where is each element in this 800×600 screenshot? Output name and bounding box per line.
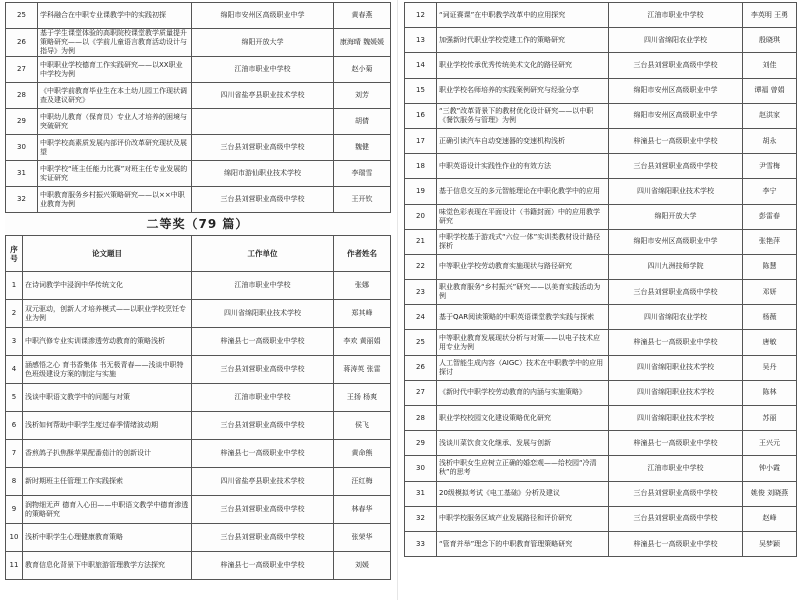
cell-unit: 梓潼县七一高级职业中学校 xyxy=(609,531,743,556)
cell-title: 涵感悟之心 育书香集体 书无极青春——浅谈中职特色班级建设方案的制定与实施 xyxy=(23,356,192,384)
cell-num: 31 xyxy=(405,481,437,506)
cell-title: 浅析中职女生应树立正确的婚恋观——给校园“冷清秋”的思考 xyxy=(437,456,609,481)
page-divider xyxy=(397,0,398,600)
header-num: 序号 xyxy=(6,236,23,272)
cell-num: 26 xyxy=(6,29,38,57)
cell-title: 中职学校“班主任能力比赛”对班主任专业发展的实证研究 xyxy=(38,161,192,187)
cell-unit: 绵阳市安州区高级职业中学 xyxy=(609,103,743,128)
cell-unit: 江油市职业中学校 xyxy=(609,3,743,28)
cell-author: 李宁 xyxy=(743,179,797,204)
cell-title: 浅谈川菜饮食文化继承、发展与创新 xyxy=(437,431,609,456)
cell-unit: 绵阳市安州区高级职业中学 xyxy=(609,78,743,103)
table-row xyxy=(6,83,391,109)
table-row xyxy=(405,456,797,481)
cell-title: 人工智能生成内容（AIGC）技术在中职教学中的应用探讨 xyxy=(437,355,609,380)
cell-title: 正确引读汽车自动变速器的变速机构浅析 xyxy=(437,128,609,153)
cell-title: 基于学生课堂体验的高职院校课堂教学质量提升策略研究——以《学前儿童语言教育活动设计与指导》为例 xyxy=(38,29,192,57)
cell-title: 基于QAR阅读策略的中职英语课堂教学实践与探索 xyxy=(437,305,609,330)
table-row xyxy=(405,204,797,229)
cell-author: 赵洪家 xyxy=(743,103,797,128)
cell-title: 基于信息交互的多元智能理论在中职化教学中的应用 xyxy=(437,179,609,204)
cell-num: 5 xyxy=(6,384,23,412)
cell-title: 中职学校基于游戏式“六位一体”实训类教材设计路径探析 xyxy=(437,229,609,254)
table-row xyxy=(6,328,391,356)
table-row xyxy=(405,3,797,28)
cell-author: 蒋涛英 张雷 xyxy=(334,356,391,384)
cell-author: 郑其峰 xyxy=(334,300,391,328)
second-prize-rows-left xyxy=(6,272,391,580)
cell-num: 10 xyxy=(6,524,23,552)
cell-unit: 三台县刘营职业高级中学校 xyxy=(609,481,743,506)
cell-author: 胡永 xyxy=(743,128,797,153)
cell-author: 吴丹 xyxy=(743,355,797,380)
cell-title: 职业学校名师培养的实践案例研究与经验分享 xyxy=(437,78,609,103)
cell-title: 双元驱动，创新人才培养模式——以职业学校烹饪专业为例 xyxy=(23,300,192,328)
table-row xyxy=(6,135,391,161)
cell-title: “管育并举”理念下的中职教育管理策略研究 xyxy=(437,531,609,556)
table-row xyxy=(405,229,797,254)
cell-unit: 梓潼县七一高级职业中学校 xyxy=(192,552,334,580)
cell-unit: 绵阳开放大学 xyxy=(192,29,334,57)
cell-num: 19 xyxy=(405,179,437,204)
table-row xyxy=(6,412,391,440)
second-prize-rows-right xyxy=(405,3,797,557)
cell-title: 浅析如何帮助中职学生度过春季情绪波动期 xyxy=(23,412,192,440)
cell-num: 28 xyxy=(6,83,38,109)
cell-num: 13 xyxy=(405,28,437,53)
table-row xyxy=(6,272,391,300)
cell-num: 12 xyxy=(405,3,437,28)
cell-author: 苏丽 xyxy=(743,406,797,431)
cell-num: 22 xyxy=(405,254,437,279)
cell-num: 3 xyxy=(6,328,23,356)
cell-title: 中等职业教育发展现状分析与对策——以电子技术应用专业为例 xyxy=(437,330,609,355)
cell-unit: 四川省盐亭县职业技术学校 xyxy=(192,468,334,496)
table-row xyxy=(6,356,391,384)
second-prize-table xyxy=(5,235,391,580)
cell-author: 胡倩 xyxy=(334,109,391,135)
cell-unit: 三台县刘营职业高级中学校 xyxy=(609,154,743,179)
table-row xyxy=(6,440,391,468)
table-header-row xyxy=(6,236,391,272)
cell-author: 张娜 xyxy=(334,272,391,300)
cell-title: 职业学校传承优秀传统美术文化的路径研究 xyxy=(437,53,609,78)
cell-author: 钟小霞 xyxy=(743,456,797,481)
header-title: 论文题目 xyxy=(23,236,192,272)
cell-unit: 三台县刘营职业高级中学校 xyxy=(609,506,743,531)
cell-author: 刘媛 xyxy=(334,552,391,580)
cell-author: 姚俊 刘晓燕 xyxy=(743,481,797,506)
cell-unit: 梓潼县七一高级职业中学校 xyxy=(192,328,334,356)
cell-author: 刘佳 xyxy=(743,53,797,78)
table-row xyxy=(405,431,797,456)
cell-author: 邓妍 xyxy=(743,280,797,305)
table-row xyxy=(405,154,797,179)
cell-title: “词证赛课”在中职教学改革中的应用探究 xyxy=(437,3,609,28)
cell-num: 8 xyxy=(6,468,23,496)
cell-title: 学科融合在中职专业课教学中的实践初探 xyxy=(38,3,192,29)
cell-num: 6 xyxy=(6,412,23,440)
cell-unit: 四川省盐亭县职业技术学校 xyxy=(192,83,334,109)
cell-author: 吴梦颖 xyxy=(743,531,797,556)
cell-author: 王兴元 xyxy=(743,431,797,456)
cell-title: 味觉色彩表现在平面设计（书籍封面）中的应用教学研究 xyxy=(437,204,609,229)
table-row xyxy=(6,3,391,29)
cell-title: 在诗词教学中浸润中华传统文化 xyxy=(23,272,192,300)
first-prize-continued-table xyxy=(5,2,391,213)
cell-num: 11 xyxy=(6,552,23,580)
cell-author: 张艳萍 xyxy=(743,229,797,254)
right-page xyxy=(404,2,796,557)
table-row xyxy=(6,57,391,83)
cell-num: 14 xyxy=(405,53,437,78)
cell-author: 李瑞雪 xyxy=(334,161,391,187)
cell-unit: 江油市职业中学校 xyxy=(609,456,743,481)
cell-author: 陈慧 xyxy=(743,254,797,279)
cell-num: 20 xyxy=(405,204,437,229)
cell-author: 赵小菊 xyxy=(334,57,391,83)
first-prize-rows xyxy=(6,3,391,213)
cell-unit: 江油市职业中学校 xyxy=(192,384,334,412)
cell-num: 27 xyxy=(6,57,38,83)
cell-author: 杨薇 xyxy=(743,305,797,330)
cell-num: 4 xyxy=(6,356,23,384)
cell-unit: 三台县刘营职业高级中学校 xyxy=(192,356,334,384)
cell-num: 30 xyxy=(405,456,437,481)
cell-unit: 江油市职业中学校 xyxy=(192,57,334,83)
table-row xyxy=(405,179,797,204)
cell-unit: 绵阳市安州区高级职业中学 xyxy=(609,229,743,254)
cell-author: 王开钦 xyxy=(334,187,391,213)
cell-author: 康海晴 魏媛媛 xyxy=(334,29,391,57)
cell-num: 32 xyxy=(6,187,38,213)
cell-unit: 四川省绵阳农业学校 xyxy=(609,28,743,53)
cell-title: 教育信息化背景下中职旅游管理教学方法探究 xyxy=(23,552,192,580)
cell-num: 31 xyxy=(6,161,38,187)
header-unit: 工作单位 xyxy=(192,236,334,272)
cell-author: 张荣华 xyxy=(334,524,391,552)
cell-unit: 四川省绵阳职业技术学校 xyxy=(609,380,743,405)
cell-unit: 四川九洲技师学院 xyxy=(609,254,743,279)
cell-num: 24 xyxy=(405,305,437,330)
header-author: 作者姓名 xyxy=(334,236,391,272)
table-row xyxy=(405,78,797,103)
cell-num: 33 xyxy=(405,531,437,556)
table-row xyxy=(405,280,797,305)
table-row xyxy=(405,531,797,556)
cell-title: 《新时代中职学校劳动教育的内涵与实施策略》 xyxy=(437,380,609,405)
cell-title: 20级模拟考试《电工基础》分析及建议 xyxy=(437,481,609,506)
cell-author: 李英明 王勇 xyxy=(743,3,797,28)
cell-unit: 四川省绵阳农业学校 xyxy=(609,305,743,330)
cell-author: 王扬 杨爽 xyxy=(334,384,391,412)
cell-num: 21 xyxy=(405,229,437,254)
cell-num: 32 xyxy=(405,506,437,531)
table-row xyxy=(405,254,797,279)
table-row xyxy=(6,300,391,328)
table-row xyxy=(405,355,797,380)
cell-title: 中职学校服务区域产业发展路径和评价研究 xyxy=(437,506,609,531)
cell-unit: 三台县刘营职业高级中学校 xyxy=(609,280,743,305)
cell-author: 汪红梅 xyxy=(334,468,391,496)
cell-author: 林春华 xyxy=(334,496,391,524)
cell-title: 浅谈中职语文教学中的问题与对策 xyxy=(23,384,192,412)
cell-num: 29 xyxy=(405,431,437,456)
cell-title: “三教”改革背景下的教材优化设计研究——以中职《餐饮服务与管理》为例 xyxy=(437,103,609,128)
cell-unit: 四川省绵阳职业技术学校 xyxy=(609,179,743,204)
cell-author: 赵峰 xyxy=(743,506,797,531)
cell-author: 李欢 黄丽娟 xyxy=(334,328,391,356)
cell-title: 浅析中职学生心理健康教育策略 xyxy=(23,524,192,552)
cell-author: 黄命熊 xyxy=(334,440,391,468)
cell-author: 侯飞 xyxy=(334,412,391,440)
table-row xyxy=(6,496,391,524)
cell-author: 陈林 xyxy=(743,380,797,405)
table-row xyxy=(6,29,391,57)
table-row xyxy=(405,380,797,405)
cell-num: 15 xyxy=(405,78,437,103)
cell-num: 9 xyxy=(6,496,23,524)
table-row xyxy=(6,552,391,580)
cell-unit: 三台县刘营职业高级中学校 xyxy=(192,496,334,524)
cell-unit: 江油市职业中学校 xyxy=(192,272,334,300)
table-row xyxy=(6,187,391,213)
cell-unit xyxy=(192,109,334,135)
cell-unit: 四川省绵阳职业技术学校 xyxy=(609,406,743,431)
second-prize-table-continued xyxy=(404,2,797,557)
cell-unit: 梓潼县七一高级职业中学校 xyxy=(609,431,743,456)
table-row xyxy=(6,109,391,135)
table-row xyxy=(6,468,391,496)
cell-author: 彭雷春 xyxy=(743,204,797,229)
cell-unit: 绵阳市安州区高级职业中学 xyxy=(192,3,334,29)
cell-title: 职业学校校园文化建设策略优化研究 xyxy=(437,406,609,431)
cell-num: 7 xyxy=(6,440,23,468)
cell-author: 唐敏 xyxy=(743,330,797,355)
cell-unit: 四川省绵阳职业技术学校 xyxy=(609,355,743,380)
cell-title: 中职幼儿教育（保育员）专业人才培养的困境与突破研究 xyxy=(38,109,192,135)
cell-unit: 三台县刘营职业高级中学校 xyxy=(192,135,334,161)
cell-unit: 三台县刘营职业高级中学校 xyxy=(192,412,334,440)
cell-num: 25 xyxy=(405,330,437,355)
cell-num: 25 xyxy=(6,3,38,29)
cell-num: 29 xyxy=(6,109,38,135)
cell-unit: 四川省绵阳职业技术学校 xyxy=(192,300,334,328)
table-row xyxy=(6,161,391,187)
section-heading: 二等奖（79 篇） xyxy=(146,217,249,231)
cell-unit: 梓潼县七一高级职业中学校 xyxy=(192,440,334,468)
cell-num: 30 xyxy=(6,135,38,161)
table-row xyxy=(6,524,391,552)
cell-title: 职业教育服务“乡村振兴”研究——以美育实践活动为例 xyxy=(437,280,609,305)
table-row xyxy=(405,481,797,506)
cell-num: 18 xyxy=(405,154,437,179)
table-row xyxy=(405,305,797,330)
cell-unit: 梓潼县七一高级职业中学校 xyxy=(609,330,743,355)
cell-num: 17 xyxy=(405,128,437,153)
left-page xyxy=(5,2,390,580)
cell-unit: 三台县刘营职业高级中学校 xyxy=(609,53,743,78)
table-row xyxy=(405,506,797,531)
cell-unit: 绵阳开放大学 xyxy=(609,204,743,229)
cell-title: 《中职学前教育毕业生在本土幼儿园工作现状调查及建议研究》 xyxy=(38,83,192,109)
table-row xyxy=(6,384,391,412)
cell-num: 16 xyxy=(405,103,437,128)
table-row xyxy=(405,103,797,128)
table-row xyxy=(405,28,797,53)
cell-title: 中职学校高素质发展内部评价改革研究现状及展望 xyxy=(38,135,192,161)
cell-title: 加强新时代职业学校党建工作的策略研究 xyxy=(437,28,609,53)
cell-num: 27 xyxy=(405,380,437,405)
cell-author: 殷晓琪 xyxy=(743,28,797,53)
cell-num: 23 xyxy=(405,280,437,305)
cell-author: 黄春燕 xyxy=(334,3,391,29)
cell-title: 中职汽修专业实训课渗透劳动教育的策略浅析 xyxy=(23,328,192,356)
cell-author: 谭福 曾娟 xyxy=(743,78,797,103)
cell-title: 新时期班主任管理工作实践探索 xyxy=(23,468,192,496)
cell-num: 1 xyxy=(6,272,23,300)
cell-unit: 三台县刘营职业高级中学校 xyxy=(192,187,334,213)
cell-unit: 绵阳市游仙职业技术学校 xyxy=(192,161,334,187)
cell-unit: 三台县刘营职业高级中学校 xyxy=(192,524,334,552)
cell-title: 中职教育服务乡村振兴策略研究——以××中职业教育为例 xyxy=(38,187,192,213)
cell-title: 润物细无声 德育入心田——中职语文教学中德育渗透的策略研究 xyxy=(23,496,192,524)
cell-num: 28 xyxy=(405,406,437,431)
cell-title: 中等职业学校劳动教育实施现状与路径研究 xyxy=(437,254,609,279)
table-row xyxy=(405,53,797,78)
table-row xyxy=(405,406,797,431)
cell-unit: 梓潼县七一高级职业中学校 xyxy=(609,128,743,153)
cell-author: 刘芳 xyxy=(334,83,391,109)
cell-num: 2 xyxy=(6,300,23,328)
cell-title: 中职职业学校德育工作实践研究——以XX职业中学校为例 xyxy=(38,57,192,83)
cell-title: 香煎鸽子扒焦酥苹果配番茄汁的创新设计 xyxy=(23,440,192,468)
cell-author: 尹雪梅 xyxy=(743,154,797,179)
cell-num: 26 xyxy=(405,355,437,380)
table-row xyxy=(405,330,797,355)
cell-title: 中职英语设计实践性作业的有效方法 xyxy=(437,154,609,179)
table-row xyxy=(405,128,797,153)
cell-author: 魏健 xyxy=(334,135,391,161)
